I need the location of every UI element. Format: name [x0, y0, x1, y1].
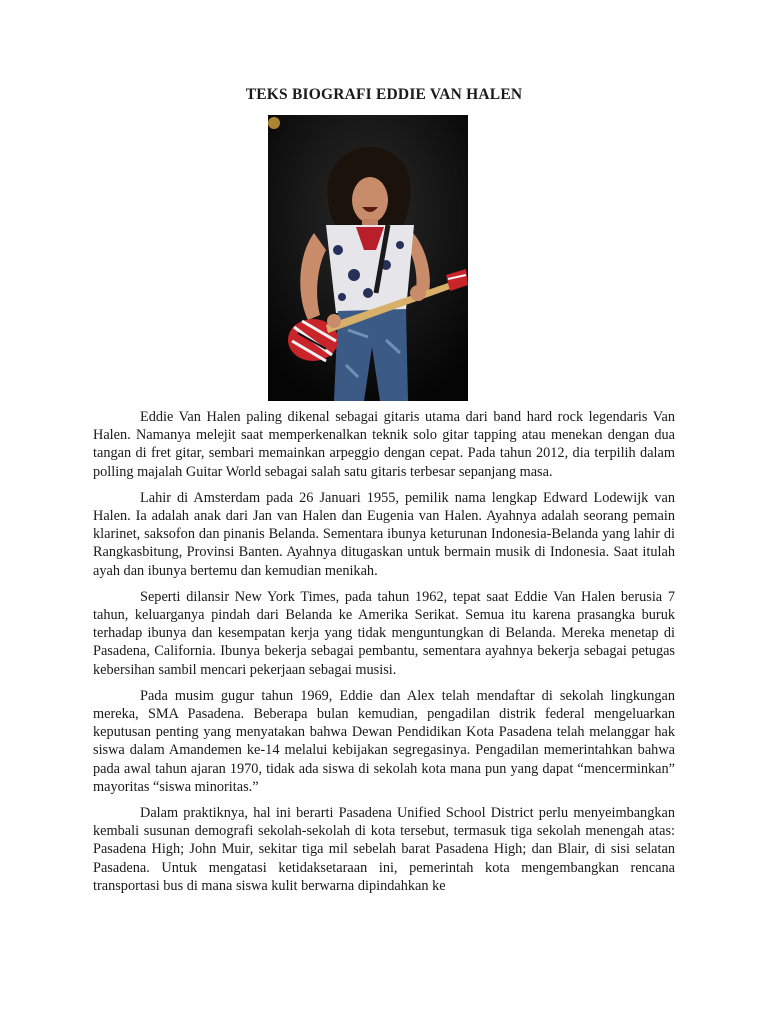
paragraph-5: Dalam praktiknya, hal ini berarti Pasadena Unified School District perlu menyeimbangkan kembali susunan demografi sekolah-sekolah di kota tersebut, termasuk tiga sekolah menengah atas: Pasadena High; John Muir, sekitar tiga mil sebelah barat Pasadena High; dan Blair, di sisi selatan Pasadena. Untuk mengatasi ketidaksetaraan ini, pemerintah kota mengembangkan rencana transportasi bus di mana siswa kulit berwarna dipindahkan ke: [93, 805, 675, 894]
article-body: [93, 408, 675, 903]
paragraph-3: Seperti dilansir New York Times, pada tahun 1962, tepat saat Eddie Van Halen berusia 7 tahun, keluarganya pindah dari Belanda ke Amerika Serikat. Semua itu karena prasangka buruk terhadap ibunya dan kesempatan kerja yang tidak menguntungkan di Belanda. Mereka menetap di Pasadena, California. Ibunya bekerja sebagai pembantu, sementara ayahnya bekerja sebagai petugas kebersihan sambil mencari pekerjaan sebagai musisi.: [93, 588, 675, 678]
paragraph-2: Lahir di Amsterdam pada 26 Januari 1955, pemilik nama lengkap Edward Lodewijk van Halen. Ia adalah anak dari Jan van Halen dan Eugenia van Halen. Ayahnya adalah seorang pemain klarinet, saksofon dan pinanis Belanda. Sementara ibunya keturunan Indonesia-Belanda yang lahir di Rangkasbitung, Provinsi Banten. Ayahnya ditugaskan untuk bermain musik di Indonesia. Saat itulah ayah dan ibunya bertemu dan kemudian menikah.: [93, 489, 675, 579]
guitarist-illustration: [268, 115, 468, 401]
paragraph-1: Eddie Van Halen paling dikenal sebagai gitaris utama dari band hard rock legendaris Van Halen. Namanya melejit saat memperkenalkan teknik solo gitar tapping atau menekan dengan dua tangan di fret gitar, sembari memainkan arpeggio dengan cepat. Pada tahun 2012, dia terpilih dalam polling majalah Guitar World sebagai salah satu gitaris terbesar sepanjang masa.: [93, 409, 675, 480]
guitarist-photo: [268, 115, 468, 401]
paragraph-4: Pada musim gugur tahun 1969, Eddie dan Alex telah mendaftar di sekolah lingkungan mereka, SMA Pasadena. Beberapa bulan kemudian, pengadilan distrik federal mengeluarkan keputusan penting yang menyatakan bahwa Dewan Pendidikan Kota Pasadena telah melanggar hak siswa dalam Amandemen ke-14 melalui kebijakan segregasinya. Pengadilan memerintahkan bahwa pada awal tahun ajaran 1970, tidak ada siswa di sekolah kota mana pun yang dapat “mencerminkan” mayoritas “siswa minoritas.”: [93, 687, 675, 795]
page-title: TEKS BIOGRAFI EDDIE VAN HALEN: [245, 86, 523, 103]
